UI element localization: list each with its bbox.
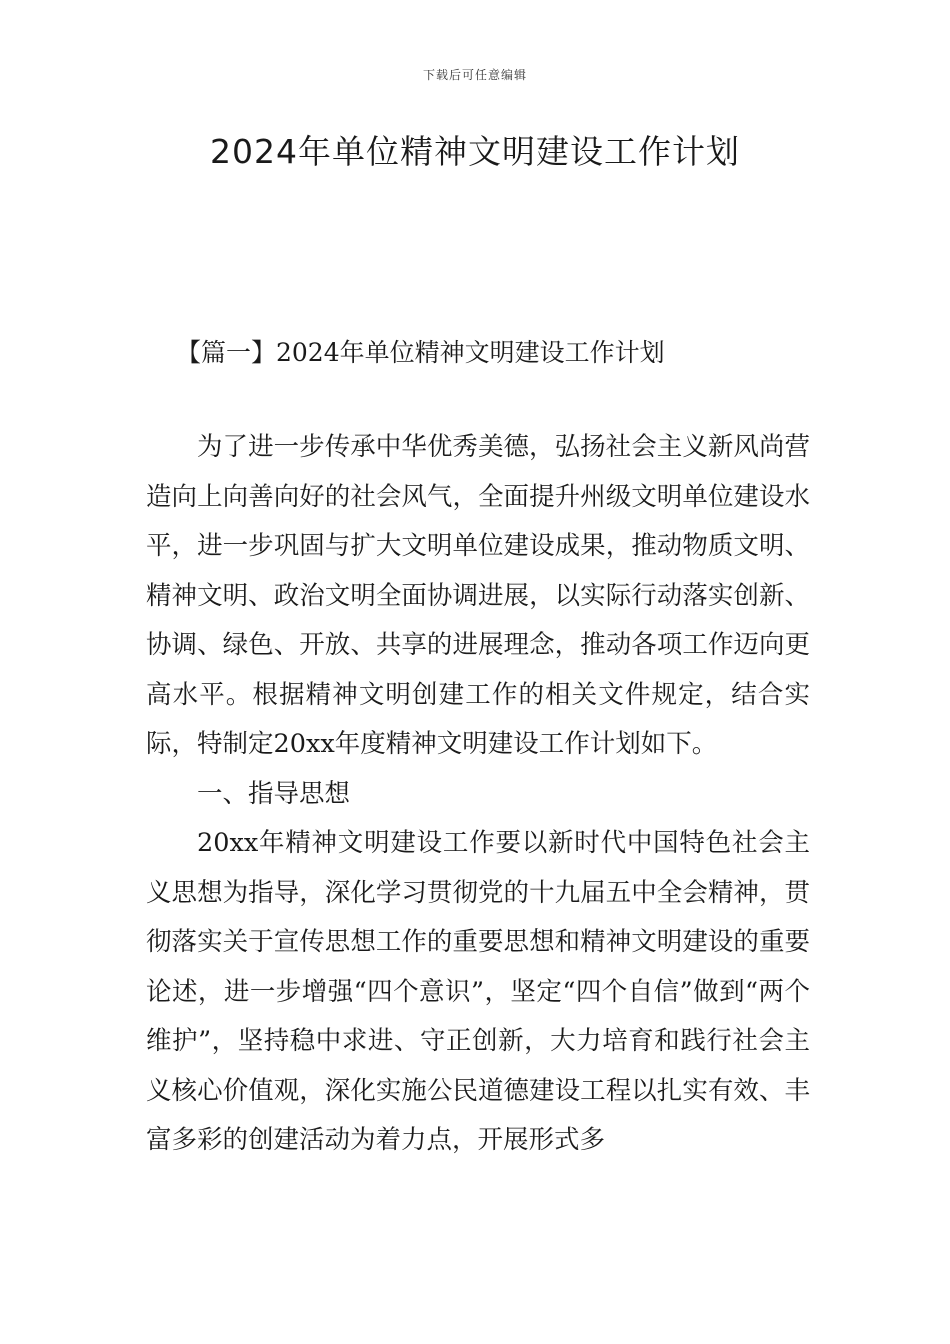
header-note: 下载后可任意编辑 bbox=[422, 68, 527, 82]
paragraph-guiding-ideology: 20xx年精神文明建设工作要以新时代中国特色社会主义思想为指导，深化学习贯彻党的十九届五中全会精神，贯彻落实关于宣传思想工作的重要思想和精神文明建设的重要论述，进一步增强“四个意识”，坚定“四个自信”做到“两个维护”，坚持稳中求进、守正创新，大力培育和践行社会主义核心价值观，深化实施公民道德建设工程以扎实有效、丰富多彩的创建活动为着力点，开展形式多 bbox=[146, 828, 810, 1155]
body-text bbox=[146, 423, 810, 1166]
document-title: 2024年单位精神文明建设工作计划 bbox=[210, 132, 740, 171]
paragraph-intro: 为了进一步传承中华优秀美德，弘扬社会主义新风尚营造向上向善向好的社会风气，全面提升州级文明单位建设水平，进一步巩固与扩大文明单位建设成果，推动物质文明、精神文明、政治文明全面协调进展，以实际行动落实创新、协调、绿色、开放、共享的进展理念，推动各项工作迈向更高水平。根据精神文明创建工作的相关文件规定，结合实际，特制定20xx年度精神文明建设工作计划如下。 bbox=[146, 432, 810, 759]
section-heading: 【篇一】2024年单位精神文明建设工作计划 bbox=[176, 338, 665, 367]
paragraph-heading-guiding-ideology: 一、指导思想 bbox=[197, 778, 351, 809]
